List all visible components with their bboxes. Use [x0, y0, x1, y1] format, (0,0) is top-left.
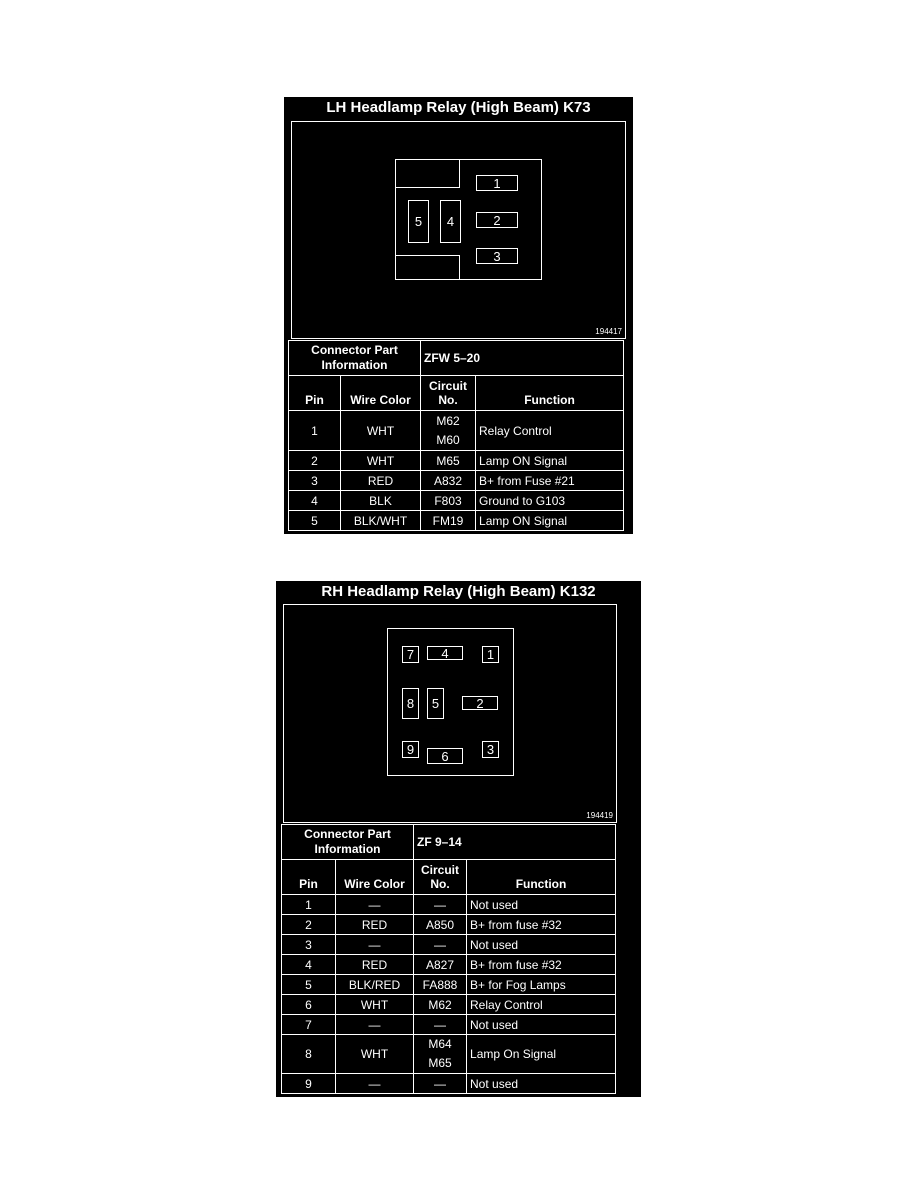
function-cell: Relay Control: [467, 995, 616, 1015]
circuit-cell: A850: [414, 915, 467, 935]
rh-pin-5: 5: [427, 688, 444, 719]
circuit-value: M65: [428, 1056, 452, 1070]
lh-diagram-box: [291, 121, 626, 339]
rh-connector-outline: [387, 628, 514, 776]
circuit-value: M60: [436, 432, 460, 447]
wire-color-cell: BLK: [341, 491, 421, 511]
function-cell: Ground to G103: [476, 491, 624, 511]
rh-pin-4: 4: [427, 646, 463, 660]
pin-cell: 1: [289, 411, 341, 451]
wire-color-cell: —: [336, 1074, 414, 1094]
lh-pin-2: 2: [476, 212, 518, 228]
rh-panel-title: RH Headlamp Relay (High Beam) K132: [321, 583, 596, 600]
lh-header-pin: Pin: [289, 376, 341, 411]
circuit-cell: —: [414, 1015, 467, 1035]
circuit-value: M62: [436, 413, 460, 428]
rh-diagram-box: [283, 604, 617, 823]
pin-cell: 7: [282, 1015, 336, 1035]
wire-color-cell: RED: [341, 471, 421, 491]
wire-color-cell: RED: [336, 915, 414, 935]
lh-relay-panel: [284, 97, 633, 534]
table-row: [282, 995, 616, 1015]
rh-header-function: Function: [467, 860, 616, 895]
function-cell: B+ from fuse #32: [467, 915, 616, 935]
lh-panel-title: LH Headlamp Relay (High Beam) K73: [326, 99, 591, 116]
function-cell: Not used: [467, 1015, 616, 1035]
function-cell: Lamp On Signal: [467, 1035, 616, 1074]
function-cell: B+ from Fuse #21: [476, 471, 624, 491]
lh-header-circuit: Circuit No.: [421, 376, 476, 411]
circuit-cell: —: [414, 1074, 467, 1094]
pin-cell: 2: [282, 915, 336, 935]
lh-pin-3: 3: [476, 248, 518, 264]
rh-header-wire-color: Wire Color: [336, 860, 414, 895]
circuit-cell: M65: [421, 451, 476, 471]
circuit-cell: FA888: [414, 975, 467, 995]
rh-header-circuit: Circuit No.: [414, 860, 467, 895]
table-row: [289, 511, 624, 531]
rh-pin-1: 1: [482, 646, 499, 663]
function-cell: Lamp ON Signal: [476, 451, 624, 471]
function-cell: Not used: [467, 1074, 616, 1094]
rh-pin-6: 6: [427, 748, 463, 764]
pin-cell: 4: [282, 955, 336, 975]
wire-color-cell: —: [336, 935, 414, 955]
function-cell: Relay Control: [476, 411, 624, 451]
wire-color-cell: WHT: [341, 411, 421, 451]
table-row: [282, 935, 616, 955]
wire-color-cell: WHT: [341, 451, 421, 471]
table-row: [289, 471, 624, 491]
table-row: [289, 491, 624, 511]
pin-cell: 6: [282, 995, 336, 1015]
lh-pin-table: [288, 340, 624, 531]
wire-color-cell: BLK/RED: [336, 975, 414, 995]
circuit-cell: M62: [414, 995, 467, 1015]
circuit-cell: —: [414, 935, 467, 955]
lh-connector-part-value: ZFW 5–20: [421, 341, 624, 376]
rh-figure-id: 194419: [586, 811, 613, 820]
function-cell: B+ for Fog Lamps: [467, 975, 616, 995]
pin-cell: 4: [289, 491, 341, 511]
table-row: [282, 955, 616, 975]
lh-pin-5: 5: [408, 200, 429, 243]
function-cell: Not used: [467, 895, 616, 915]
pin-cell: 8: [282, 1035, 336, 1074]
table-row: [289, 451, 624, 471]
lh-header-wire-color: Wire Color: [341, 376, 421, 411]
pin-cell: 5: [282, 975, 336, 995]
wire-color-cell: WHT: [336, 1035, 414, 1074]
circuit-cell: F803: [421, 491, 476, 511]
wire-color-cell: BLK/WHT: [341, 511, 421, 531]
rh-pin-2: 2: [462, 696, 498, 710]
table-row: [282, 895, 616, 915]
circuit-cell: A832: [421, 471, 476, 491]
circuit-cell: [421, 411, 476, 451]
rh-pin-3: 3: [482, 741, 499, 758]
lh-pin-1: 1: [476, 175, 518, 191]
rh-pin-table: [281, 824, 616, 1094]
lh-connector-outline: [395, 159, 542, 280]
function-cell: Lamp ON Signal: [476, 511, 624, 531]
table-row: [289, 411, 624, 451]
lh-header-function: Function: [476, 376, 624, 411]
wire-color-cell: RED: [336, 955, 414, 975]
pin-cell: 3: [282, 935, 336, 955]
rh-relay-panel: [276, 581, 641, 1097]
table-row: [282, 1074, 616, 1094]
pin-cell: 5: [289, 511, 341, 531]
wire-color-cell: WHT: [336, 995, 414, 1015]
lh-connector-part-label: Connector Part Information: [289, 341, 421, 376]
lh-connector-notch-top: [395, 159, 460, 188]
rh-connector-part-value: ZF 9–14: [414, 825, 616, 860]
table-row: [282, 915, 616, 935]
function-cell: Not used: [467, 935, 616, 955]
circuit-cell: FM19: [421, 511, 476, 531]
pin-cell: 3: [289, 471, 341, 491]
rh-pin-7: 7: [402, 646, 419, 663]
rh-connector-part-label: Connector Part Information: [282, 825, 414, 860]
lh-connector-notch-bottom: [395, 255, 460, 280]
function-cell: B+ from fuse #32: [467, 955, 616, 975]
circuit-cell: —: [414, 895, 467, 915]
wire-color-cell: —: [336, 895, 414, 915]
rh-header-pin: Pin: [282, 860, 336, 895]
pin-cell: 1: [282, 895, 336, 915]
pin-cell: 2: [289, 451, 341, 471]
lh-pin-4: 4: [440, 200, 461, 243]
lh-figure-id: 194417: [595, 327, 622, 336]
circuit-value: M64: [428, 1037, 452, 1051]
rh-pin-8: 8: [402, 688, 419, 719]
circuit-cell: [414, 1035, 467, 1074]
circuit-cell: A827: [414, 955, 467, 975]
table-row: [282, 1015, 616, 1035]
table-row: [282, 975, 616, 995]
rh-pin-9: 9: [402, 741, 419, 758]
wire-color-cell: —: [336, 1015, 414, 1035]
pin-cell: 9: [282, 1074, 336, 1094]
table-row: [282, 1035, 616, 1074]
